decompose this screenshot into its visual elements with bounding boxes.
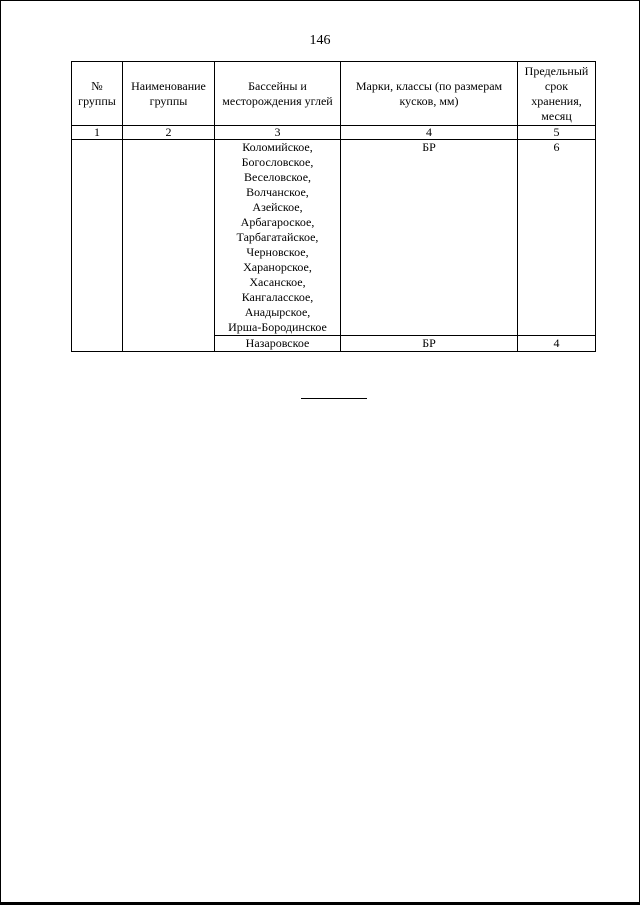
storage-period-cell: 4: [518, 336, 596, 352]
column-number: 3: [215, 126, 341, 140]
deposits-cell: [215, 140, 341, 336]
deposit-name: Веселовское,: [243, 170, 312, 184]
deposit-name: Анадырское,: [244, 305, 311, 319]
header-grades-classes: Марки, классы (по размерам кусков, мм): [341, 62, 518, 126]
deposit-name: Хасанское,: [249, 275, 306, 289]
closing-rule: [301, 398, 367, 399]
column-number: 1: [72, 126, 123, 140]
column-number: 4: [341, 126, 518, 140]
deposit-name: Кангаласское,: [241, 290, 314, 304]
group-number-cell: [72, 140, 123, 352]
grade-cell: БР: [341, 140, 518, 336]
column-number: 2: [123, 126, 215, 140]
header-group-name: Наименование группы: [123, 62, 215, 126]
deposit-name: Черновское,: [246, 245, 309, 259]
table-header-row: [72, 62, 596, 126]
deposit-name: Арбагароское,: [240, 215, 315, 229]
deposit-name: Волчанское,: [246, 185, 309, 199]
table-column-numbers-row: [72, 126, 596, 140]
deposit-name: Богословское,: [241, 155, 314, 169]
grade-cell: БР: [341, 336, 518, 352]
column-number: 5: [518, 126, 596, 140]
deposit-name: Ирша-Бородинское: [228, 320, 327, 334]
deposit-name: Тарбагатайское,: [236, 230, 319, 244]
deposit-name: Харанорское,: [243, 260, 312, 274]
deposit-name: Коломийское,: [242, 140, 313, 154]
group-name-cell: [123, 140, 215, 352]
page-number: 146: [309, 33, 331, 48]
deposits-cell: Назаровское: [215, 336, 341, 352]
deposit-name: Азейское,: [252, 200, 303, 214]
header-basins-deposits: Бассейны и месторождения углей: [215, 62, 341, 126]
header-storage-period: Предельный срок хранения, месяц: [518, 62, 596, 126]
storage-period-cell: 6: [518, 140, 596, 336]
table-row: [72, 140, 596, 336]
header-group-number: № группы: [72, 62, 123, 126]
coal-storage-table: [71, 61, 596, 352]
